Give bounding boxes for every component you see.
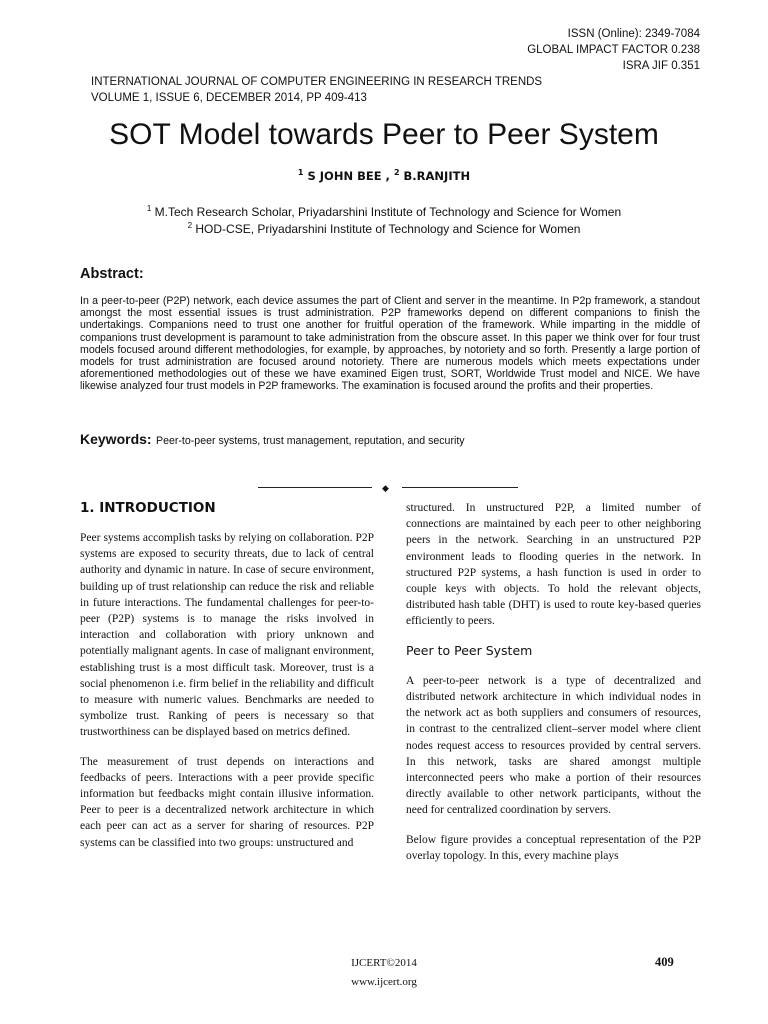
journal-metadata (527, 26, 700, 74)
affiliation-2-sup: 2 (187, 221, 193, 230)
page-number: 409 (655, 955, 674, 969)
author-1-sup: 1 (297, 168, 304, 177)
divider-line-right (402, 487, 518, 488)
author-2-sup: 2 (393, 168, 400, 177)
diamond-icon: ◆ (382, 483, 389, 493)
jif-text: ISRA JIF 0.351 (622, 60, 700, 72)
journal-header (91, 74, 542, 106)
p2p-system-heading: Peer to Peer System (406, 642, 533, 658)
keywords-label: Keywords: (80, 431, 152, 447)
intro-paragraph-1: Peer systems accomplish tasks by relying on collaboration. P2P systems are exposed to security threats, due to lack of central authority and dynamic in nature. In case of secure environment, building up of trust relationship can reduce the risk and reliable in future interactions. The fundamental challenges for peer-to-peer (P2P) systems is to manage the risks involved in interaction and collaboration with priory unknown and potentially malignant agents. In case of malignant environment, establishing trust is a most difficult task. Moreover, trust is a social phenomenon i.e. firm belief in the reliability and difficult to measure with numeric values. Benchmarks are needed to symbolize trust. Ranking of peers is necessary so that trustworthiness can be displayed based on metrics defined. (80, 532, 374, 739)
journal-name: INTERNATIONAL JOURNAL OF COMPUTER ENGINEERING IN RESEARCH TRENDS (91, 76, 543, 88)
section-divider (258, 482, 518, 494)
abstract-text: In a peer-to-peer (P2P) network, each device assumes the part of Client and server in the meantime. In P2p framework, a standout amongst the most essential issues is trust administration. P2P frameworks depend on different companions to finish the undertakings. Companions need to trust one another for fruitful operation of the framework. While imparting in the middle of companions trust development is paramount to take administration from the obscure asset. In this paper we think over for four trust models focused around different methodologies, for example, by approaches, by notoriety and so forth. Presently a large portion of models for trust administration are focused around notoriety. There are numerous models which meets expectations under aforementioned methodologies out of these we have examined Eigen trust, SORT, Worldwide Trust model and NICE. We have likewise analyzed four trust models in P2P frameworks. The examination is focused around the profits and their properties. (80, 295, 700, 393)
author-1-name: S JOHN BEE , (307, 168, 390, 183)
affiliation-2-text: HOD-CSE, Priyadarshini Institute of Technology and Science for Women (195, 222, 581, 236)
right-column (406, 500, 701, 877)
affiliation-2 (0, 221, 768, 236)
affiliation-1 (0, 204, 768, 219)
impact-factor-text: GLOBAL IMPACT FACTOR 0.238 (527, 44, 700, 56)
introduction-heading: 1. INTRODUCTION (80, 500, 216, 516)
left-column (80, 530, 374, 864)
author-2-name: B.RANJITH (403, 168, 471, 183)
abstract-heading: Abstract: (80, 266, 144, 282)
p2p-paragraph-1: A peer-to-peer network is a type of decentralized and distributed network architecture in which individual nodes in the network act as both suppliers and consumers of resources, in contrast to the centralized client–server model where client nodes request access to resources provided by central servers. In this network, tasks are shared amongst multiple interconnected peers who make a portion of their resources directly available to other network participants, without the need for centralized coordination by servers. (406, 674, 701, 817)
issn-text: ISSN (Online): 2349-7084 (567, 28, 700, 40)
keywords (80, 431, 465, 449)
paper-title: SOT Model towards Peer to Peer System (109, 118, 659, 151)
keywords-text: Peer-to-peer systems, trust management, reputation, and security (156, 435, 465, 447)
affiliation-1-text: M.Tech Research Scholar, Priyadarshini Institute of Technology and Science for Women (154, 205, 622, 219)
affiliation-1-sup: 1 (146, 204, 152, 213)
volume-line: VOLUME 1, ISSUE 6, DECEMBER 2014, PP 409-413 (91, 92, 367, 104)
footer-website: www.ijcert.org (351, 976, 417, 988)
author-list (0, 168, 768, 183)
footer-copyright: IJCERT©2014 (351, 957, 417, 969)
divider-line-left (258, 487, 372, 488)
intro-paragraph-2: The measurement of trust depends on interactions and feedbacks of peers. Interactions with a peer provide specific information but feedbacks might contain illusive information. Peer to peer is a decentralized network architecture in which each peer can act as a server for sharing of resources. P2P systems can be classified into two groups: unstructured and (80, 755, 374, 849)
intro-paragraph-3: structured. In unstructured P2P, a limited number of connections are maintained by each peer to other neighboring peers in the network. Searching in an unstructured P2P environment leads to flooding queries in the network. In structured P2P systems, a hash function is used in order to couple keys with objects. To hold the relevant objects, distributed hash table (DHT) is used to route key-based queries efficiently to peers. (406, 502, 701, 628)
p2p-paragraph-2: Below figure provides a conceptual representation of the P2P overlay topology. In this, every machine plays (406, 833, 701, 862)
